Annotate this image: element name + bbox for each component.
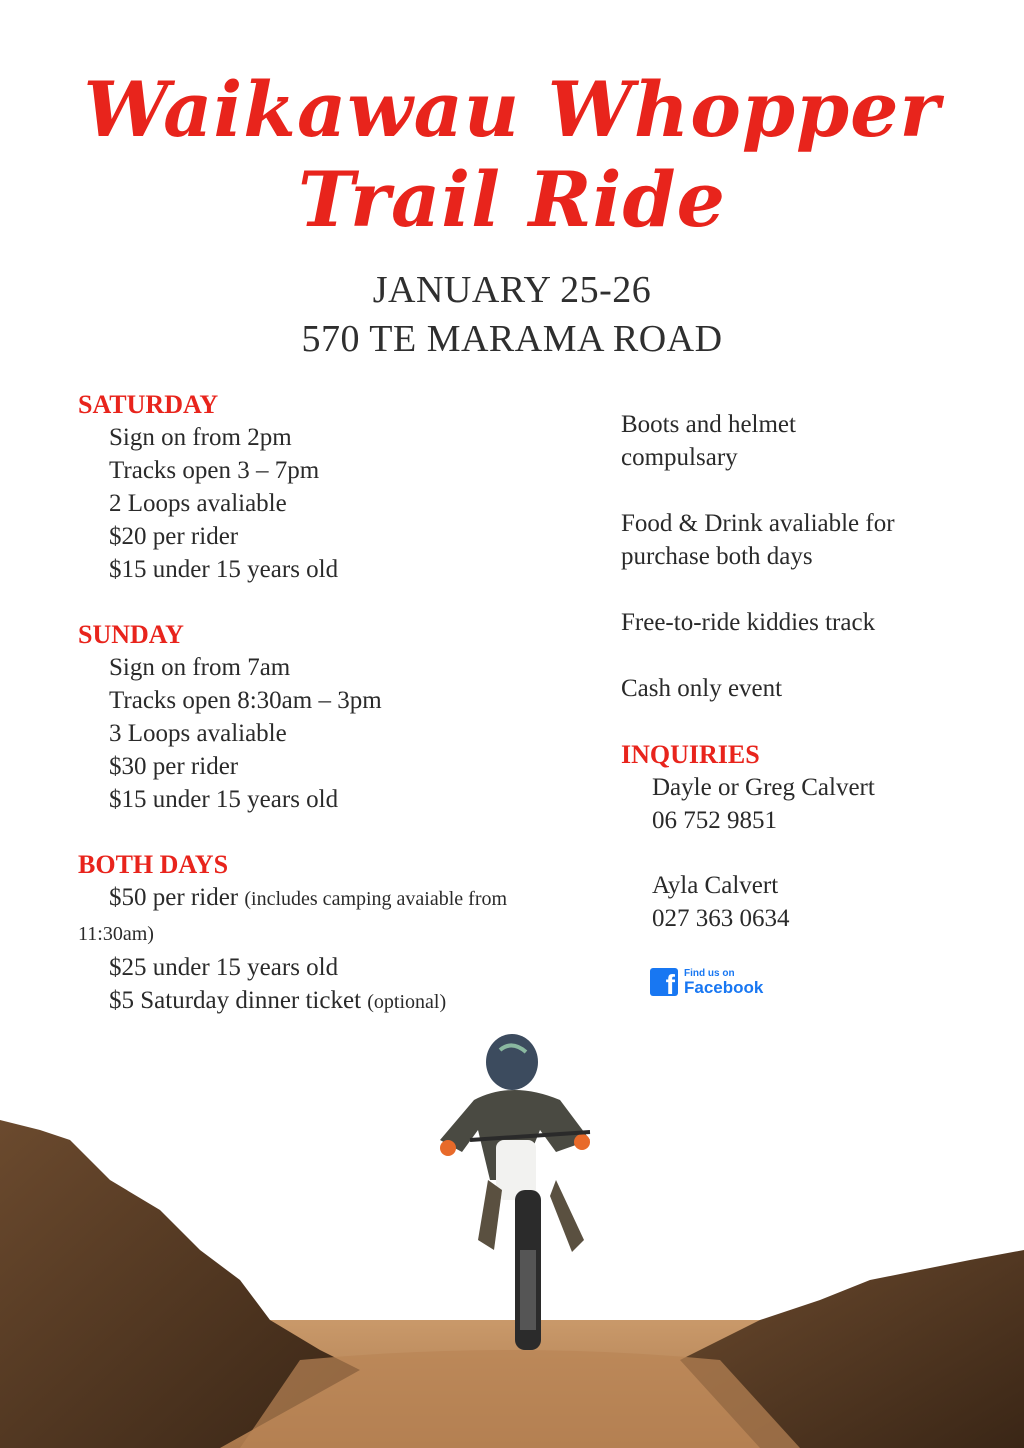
info-column <box>621 408 981 935</box>
facebook-find-us: Find us on <box>684 967 735 979</box>
saturday-item: 2 Loops avaliable <box>109 490 287 517</box>
contact-name: Dayle or Greg Calvert <box>652 774 875 801</box>
saturday-heading: SATURDAY <box>78 390 219 419</box>
event-title-line1: Waikawau Whopper <box>83 65 941 154</box>
inquiries-heading: INQUIRIES <box>621 740 760 769</box>
both-days-item <box>78 984 598 1019</box>
both-days-heading: BOTH DAYS <box>78 850 229 879</box>
dinner-note: (optional) <box>367 991 447 1013</box>
both-days-item: $25 under 15 years old <box>109 954 339 981</box>
boots-notice: Boots and helmet compulsary <box>621 411 796 471</box>
kiddies-notice: Free-to-ride kiddies track <box>621 609 876 636</box>
saturday-item: $20 per rider <box>109 523 239 550</box>
facebook-icon: f <box>650 968 678 996</box>
sunday-heading: SUNDAY <box>78 620 184 649</box>
cash-notice: Cash only event <box>621 675 783 702</box>
sunday-item: Tracks open 8:30am – 3pm <box>109 687 382 714</box>
saturday-item: $15 under 15 years old <box>109 556 339 583</box>
sunday-item: $15 under 15 years old <box>109 786 339 813</box>
dirt-bike-scene <box>0 1020 1024 1448</box>
food-notice: Food & Drink avaliable for purchase both days <box>621 510 895 570</box>
both-days-price: $50 per rider <box>109 884 239 911</box>
contact-phone: 06 752 9851 <box>652 807 777 834</box>
event-dates: JANUARY 25-26 <box>372 269 652 311</box>
event-address: 570 TE MARAMA ROAD <box>301 318 723 360</box>
camping-note: (includes camping avaiable from <box>244 888 508 910</box>
schedule-column <box>78 388 598 1019</box>
rider-figure <box>440 1034 590 1350</box>
contact-name: Ayla Calvert <box>652 872 779 899</box>
sunday-item: $30 per rider <box>109 753 239 780</box>
sunday-item: 3 Loops avaliable <box>109 720 287 747</box>
facebook-badge[interactable] <box>650 967 764 1000</box>
saturday-item: Tracks open 3 – 7pm <box>109 457 320 484</box>
event-title-line2: Trail Ride <box>297 155 727 244</box>
contact-phone: 027 363 0634 <box>652 905 790 932</box>
camping-note-continued: 11:30am) <box>78 923 154 945</box>
saturday-item: Sign on from 2pm <box>109 424 292 451</box>
both-days-item <box>78 881 598 916</box>
sunday-item: Sign on from 7am <box>109 654 291 681</box>
dinner-ticket: $5 Saturday dinner ticket <box>109 987 362 1014</box>
facebook-label: Facebook <box>684 977 764 997</box>
